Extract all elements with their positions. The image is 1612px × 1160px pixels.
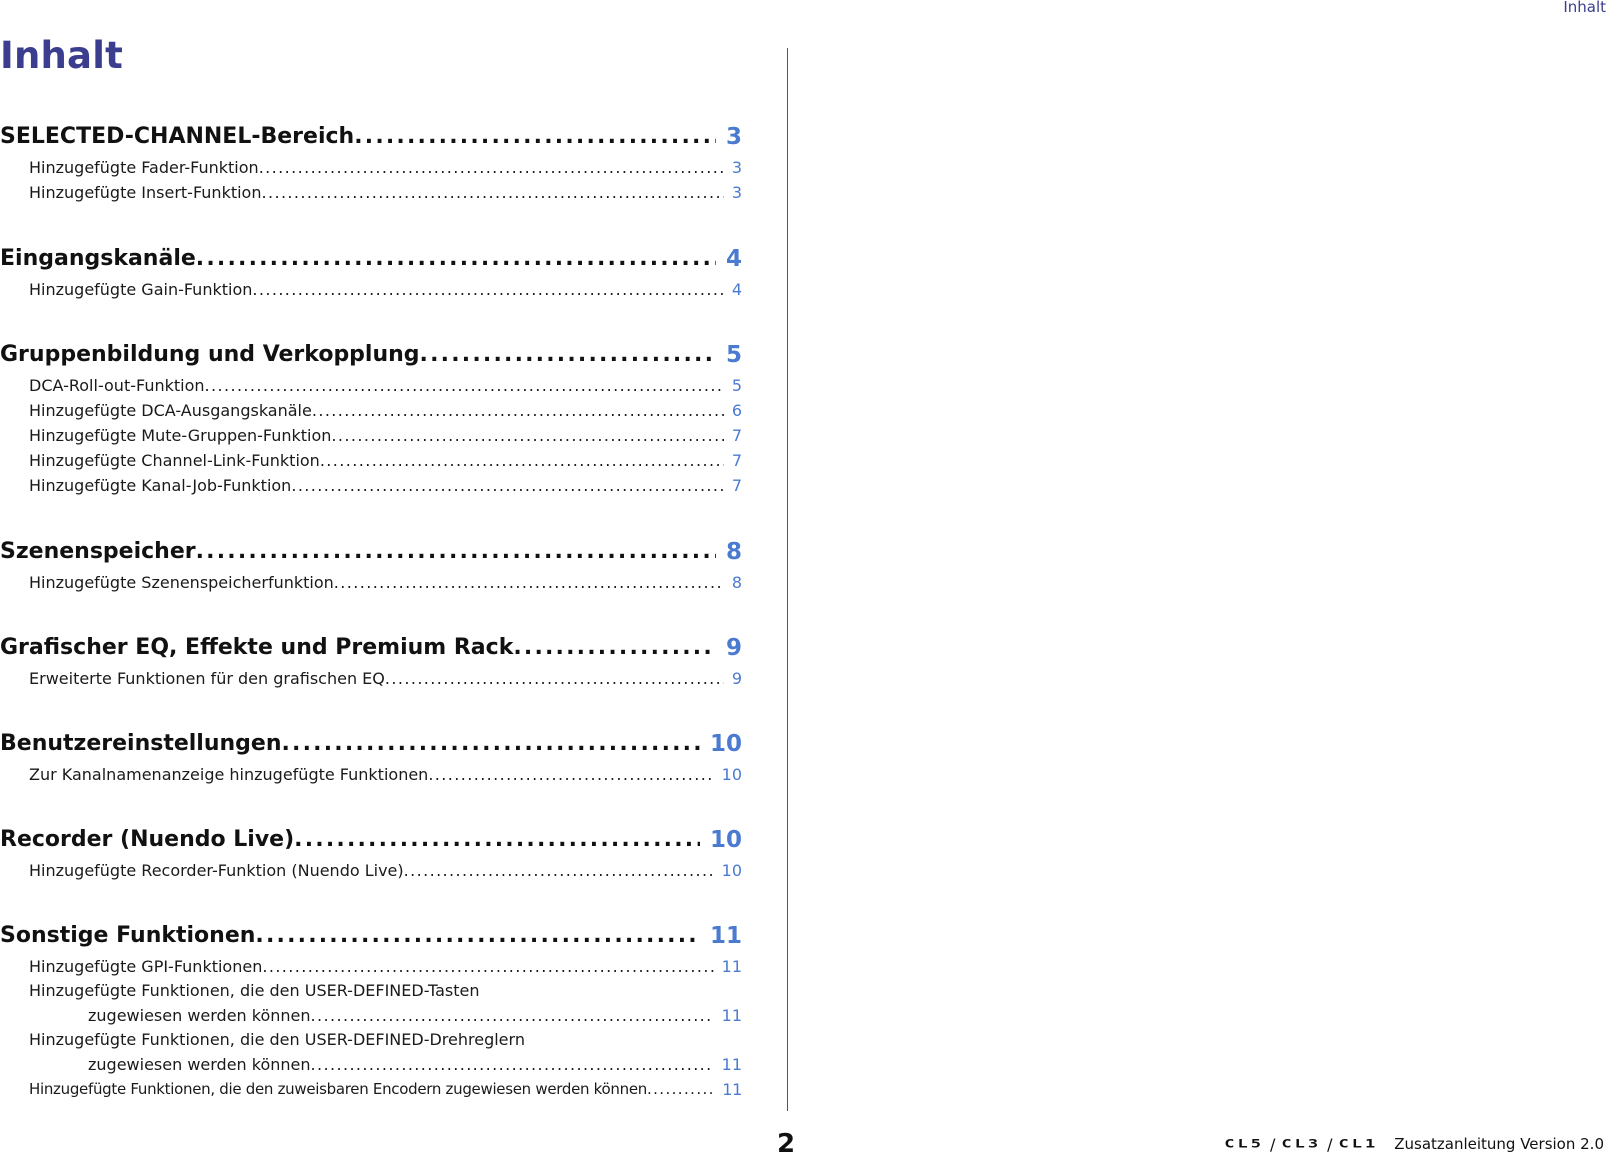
- toc-chapter-entry[interactable]: Szenenspeicher ..... 8: [0, 536, 742, 568]
- toc-entry[interactable]: Hinzugefügte Recorder-Funktion (Nuendo Live) ..... 10: [0, 858, 742, 883]
- toc-entry[interactable]: zugewiesen werden können ..... 11: [0, 1052, 742, 1077]
- model-separator: /: [1327, 1134, 1333, 1154]
- page-ref: 10: [709, 827, 742, 853]
- page-ref: 3: [725, 124, 742, 150]
- page-ref: 11: [721, 957, 742, 976]
- toc-chapter-entry[interactable]: Benutzereinstellungen ..... 10: [0, 728, 742, 760]
- page-ref: 5: [731, 376, 742, 395]
- toc-entry[interactable]: Hinzugefügte Szenenspeicherfunktion ..... 8: [0, 570, 742, 595]
- page-ref: 11: [721, 1055, 742, 1074]
- column-divider: [787, 48, 788, 1111]
- page-title: Inhalt: [0, 34, 123, 77]
- page-ref: 10: [721, 765, 742, 784]
- toc-section: [0, 536, 742, 595]
- toc-entry[interactable]: Hinzugefügte Channel-Link-Funktion ..... 7: [0, 448, 742, 473]
- page-ref: 8: [725, 539, 742, 565]
- toc-entry[interactable]: Hinzugefügte Gain-Funktion ..... 4: [0, 277, 742, 302]
- product-footer: [1224, 1134, 1604, 1154]
- toc-section: [0, 243, 742, 302]
- toc-entry[interactable]: Hinzugefügte GPI-Funktionen ..... 11: [0, 954, 742, 979]
- running-head: Inhalt: [1563, 0, 1606, 16]
- toc-section: [0, 824, 742, 883]
- page-ref: 3: [731, 183, 742, 202]
- toc-chapter-entry[interactable]: Grafischer EQ, Effekte und Premium Rack ..... 9: [0, 632, 742, 664]
- page-ref: 9: [731, 669, 742, 688]
- toc-chapter-entry[interactable]: Recorder (Nuendo Live) ..... 10: [0, 824, 742, 856]
- cl3-logo: CL3: [1281, 1137, 1322, 1151]
- cl5-logo: CL5: [1224, 1137, 1264, 1151]
- page-ref: 11: [722, 1080, 742, 1099]
- page-ref: 11: [721, 1006, 742, 1025]
- page-ref: 7: [731, 451, 742, 470]
- toc-entry[interactable]: Zur Kanalnamenanzeige hinzugefügte Funktionen ..... 10: [0, 762, 742, 787]
- page-ref: 4: [725, 246, 742, 272]
- model-separator: /: [1270, 1134, 1276, 1154]
- toc-chapter-entry[interactable]: Sonstige Funktionen ..... 11: [0, 920, 742, 952]
- page-ref: 5: [725, 342, 742, 368]
- cl1-logo: CL1: [1338, 1137, 1379, 1151]
- toc-section: [0, 121, 742, 205]
- page-ref: 7: [731, 426, 742, 445]
- toc-section: [0, 632, 742, 691]
- toc-section: [0, 920, 742, 1102]
- toc-entry[interactable]: zugewiesen werden können ..... 11: [0, 1003, 742, 1028]
- edition-label: Zusatzanleitung Version 2.0: [1394, 1135, 1604, 1153]
- toc-entry[interactable]: Hinzugefügte Mute-Gruppen-Funktion ..... 7: [0, 423, 742, 448]
- toc-entry[interactable]: Hinzugefügte Insert-Funktion ..... 3: [0, 180, 742, 205]
- toc-entry[interactable]: Hinzugefügte Kanal-Job-Funktion ..... 7: [0, 473, 742, 498]
- page-ref: 4: [731, 280, 742, 299]
- toc-entry-first-line[interactable]: Hinzugefügte Funktionen, die den USER-DEFINED-Tasten: [29, 981, 480, 1000]
- page-ref: 8: [731, 573, 742, 592]
- toc-chapter-entry[interactable]: Gruppenbildung und Verkopplung ..... 5: [0, 339, 742, 371]
- toc-entry-first-line[interactable]: Hinzugefügte Funktionen, die den USER-DEFINED-Drehreglern: [29, 1030, 525, 1049]
- page-ref: 3: [731, 158, 742, 177]
- page-ref: 6: [731, 401, 742, 420]
- toc-section: [0, 339, 742, 498]
- toc-entry[interactable]: Hinzugefügte Funktionen, die den zuweisbaren Encodern zugewiesen werden können ..... 11: [0, 1077, 742, 1102]
- page-ref: 11: [709, 923, 742, 949]
- page-ref: 10: [709, 731, 742, 757]
- table-of-contents: [0, 0, 742, 1160]
- toc-chapter-entry[interactable]: SELECTED-CHANNEL-Bereich ..... 3: [0, 121, 742, 153]
- toc-entry[interactable]: Hinzugefügte Fader-Funktion ..... 3: [0, 155, 742, 180]
- page-ref: 10: [721, 861, 742, 880]
- toc-entry[interactable]: DCA-Roll-out-Funktion ..... 5: [0, 373, 742, 398]
- page-number: 2: [777, 1129, 796, 1159]
- page-ref: 9: [725, 635, 742, 661]
- toc-chapter-entry[interactable]: Eingangskanäle ..... 4: [0, 243, 742, 275]
- page-ref: 7: [731, 476, 742, 495]
- toc-section: [0, 728, 742, 787]
- toc-entry[interactable]: Erweiterte Funktionen für den grafischen EQ ..... 9: [0, 666, 742, 691]
- toc-entry[interactable]: Hinzugefügte DCA-Ausgangskanäle ..... 6: [0, 398, 742, 423]
